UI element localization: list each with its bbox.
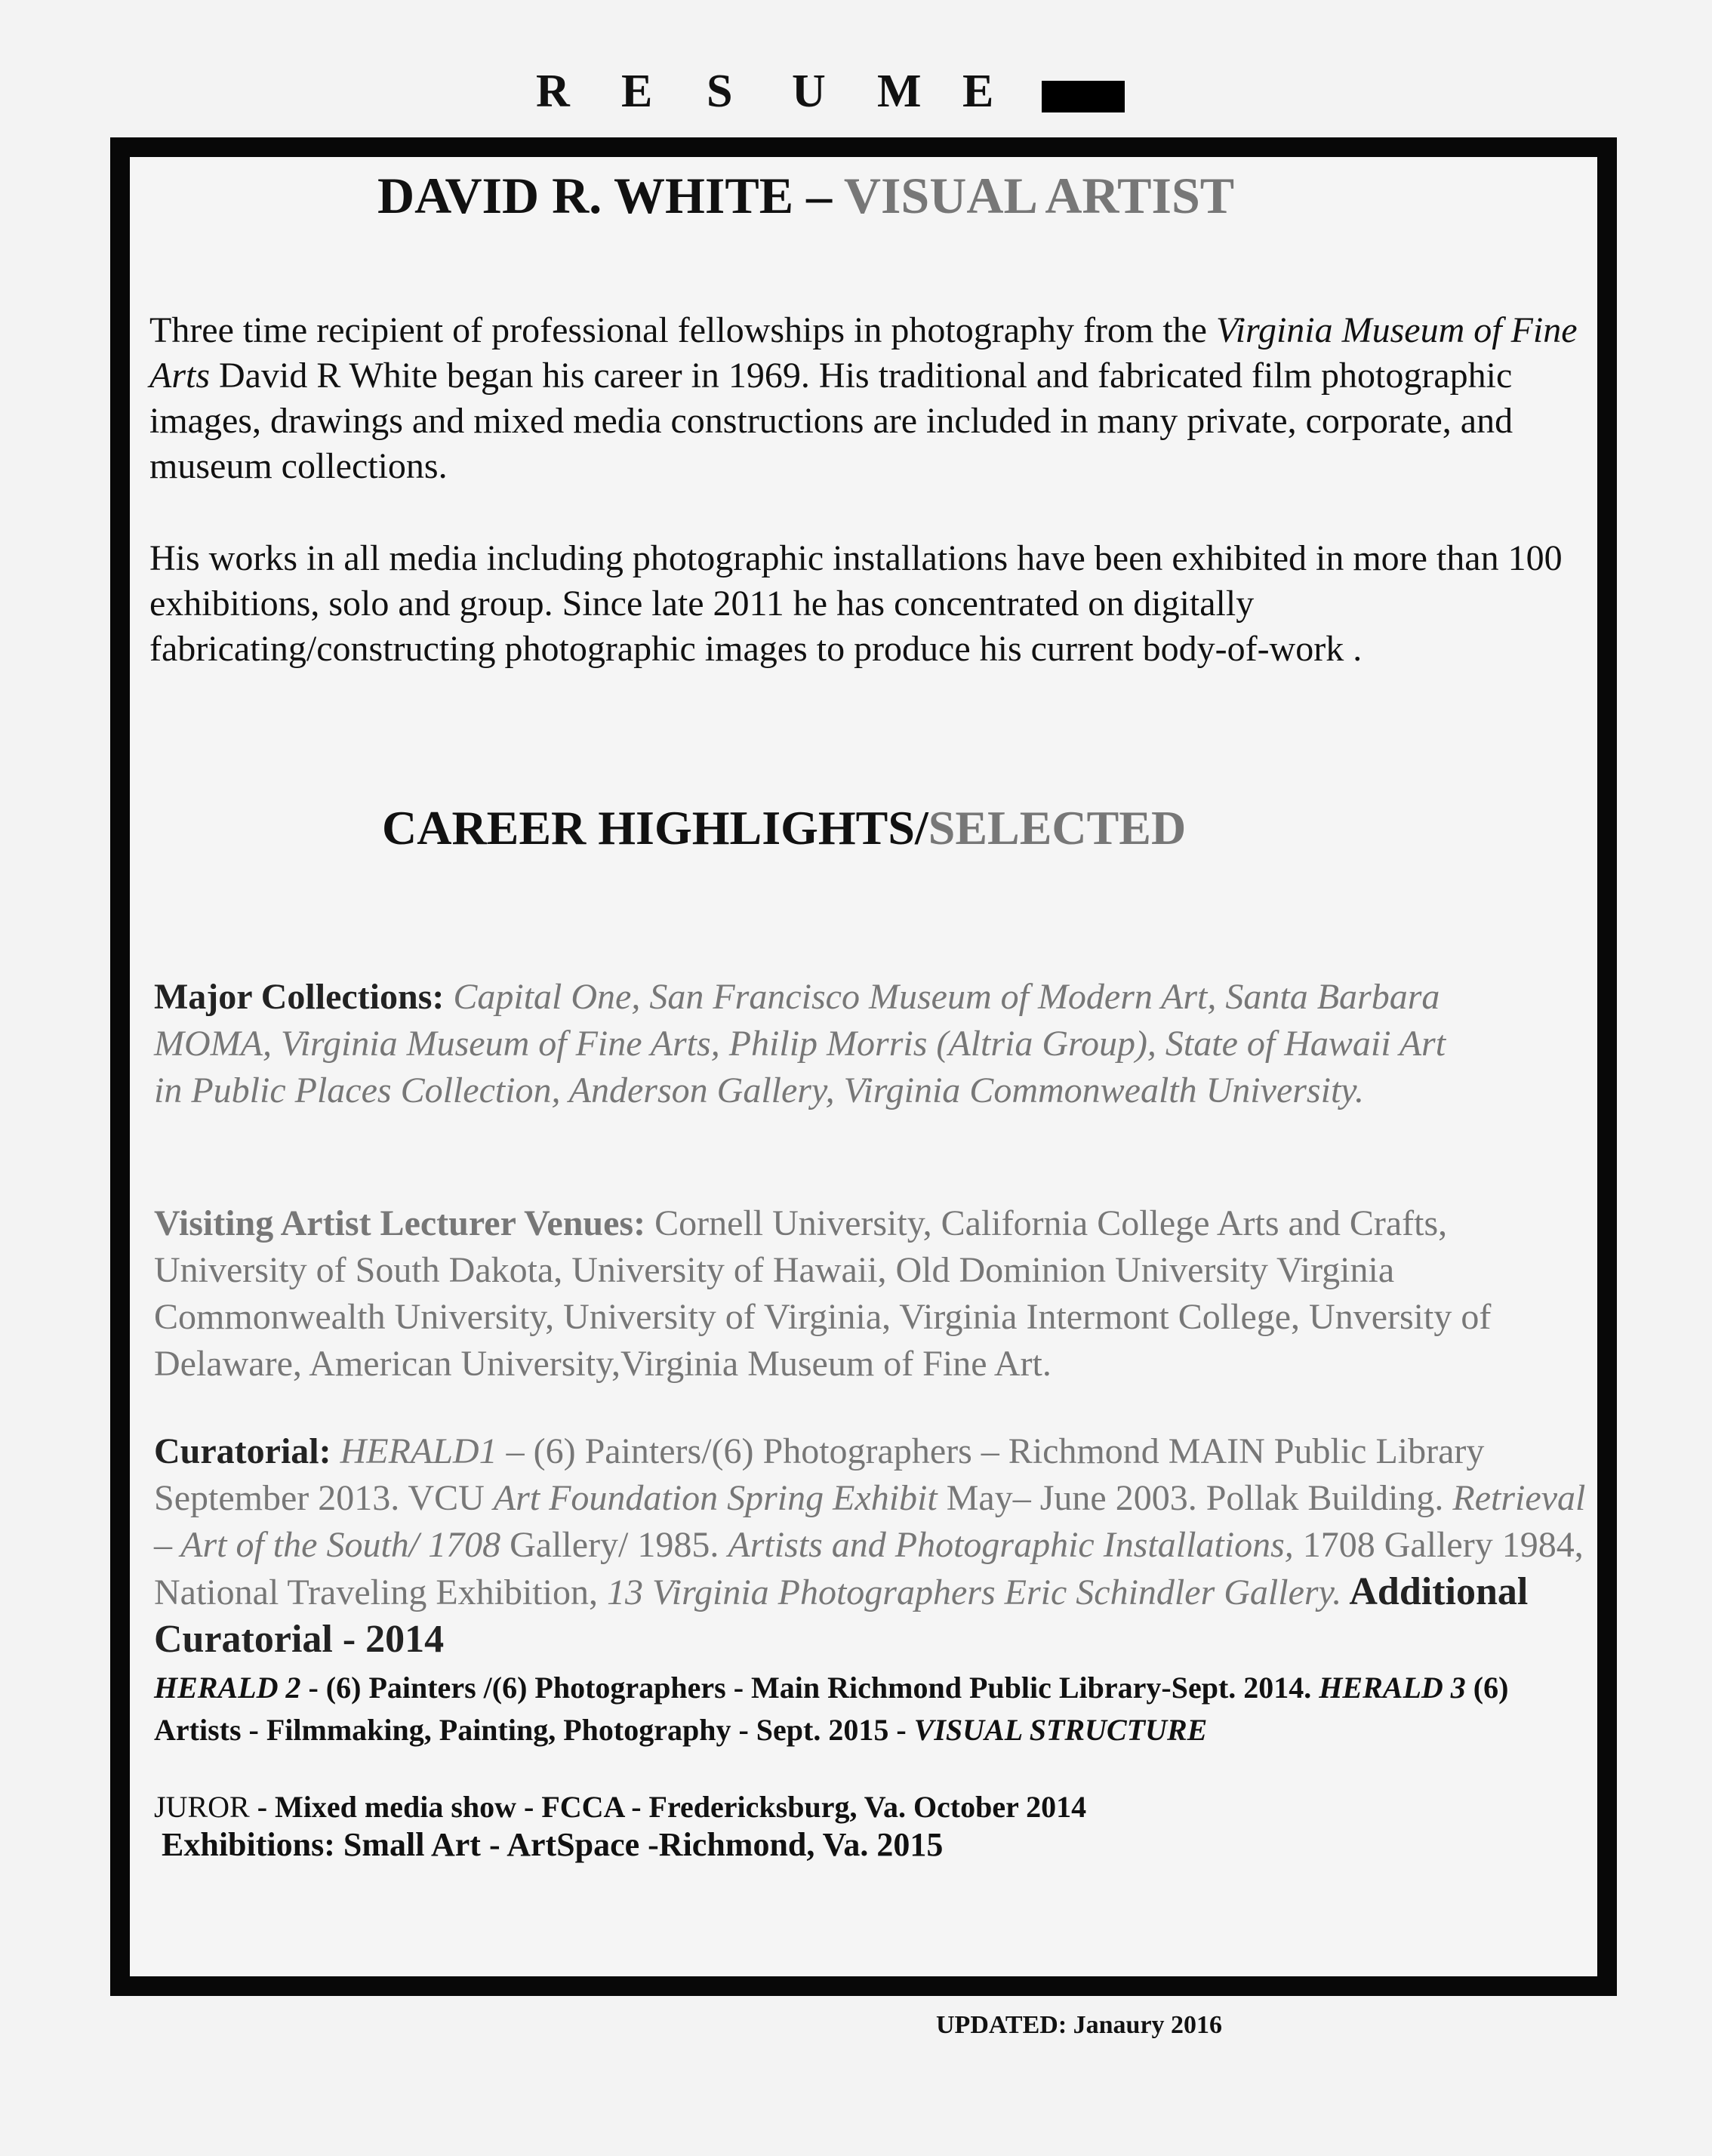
updated-date: UPDATED: Janaury 2016 <box>936 2011 1223 2039</box>
highlights-title-a: CAREER HIGHLIGHTS/ <box>382 801 928 855</box>
intro-paragraph-1 <box>149 308 1584 489</box>
herald-2: HERALD 2 <box>154 1671 301 1705</box>
curatorial-italic: HERALD1 <box>340 1431 497 1471</box>
visual-structure: VISUAL STRUCTURE <box>913 1713 1208 1747</box>
title-separator: – <box>793 167 844 224</box>
redaction-bar <box>1042 81 1125 112</box>
lecturer-text: Cornell University, California College Arts and Crafts, University of South Dakota, University of Hawaii, Old Dominion University Virginia Commonwealth University, University of Virginia, Virginia Intermont College, Unversity of Delaware, American University,Virginia Museum of Fine Art. <box>154 1203 1492 1384</box>
artist-role: VISUAL ARTIST <box>843 167 1235 224</box>
curatorial-text: May– June 2003. Pollak Building. <box>937 1478 1453 1518</box>
resume-letter: R <box>536 66 570 117</box>
curatorial-text: 1708 Gallery 1984, National Traveling Exhibition, <box>154 1525 1584 1612</box>
curatorial-italic: Art Foundation Spring Exhibit <box>493 1478 938 1518</box>
curatorial <box>154 1428 1588 1664</box>
curatorial-text: – (6) Painters/(6) Photographers – Richmond MAIN Public Library September 2013. VCU <box>154 1431 1485 1518</box>
intro-text: Three time recipient of professional fellowships in photography from the <box>149 310 1216 350</box>
intro-paragraph-2: His works in all media including photographic installations have been exhibited in more than 100 exhibitions, solo and group. Since late 2011 he has concentrated on digitally fabricating/constructing photographic images to produce his current body-of-work . <box>149 538 1563 669</box>
curatorial-italic: 13 Virginia Photographers Eric Schindler Gallery. <box>606 1572 1342 1612</box>
resume-letter: S <box>707 66 733 117</box>
resume-heading <box>536 65 1125 119</box>
resume-letter: E <box>621 66 653 117</box>
curatorial-italic: Retrieval – Art of the South/ 1708 <box>154 1478 1586 1565</box>
resume-letter: M <box>877 66 922 117</box>
intro-italic: Virginia Museum of Fine Arts <box>149 310 1578 396</box>
herald-details <box>154 1667 1588 1751</box>
resume-letter: E <box>962 66 994 117</box>
career-highlights-heading <box>382 800 1186 856</box>
curatorial-label: Curatorial: <box>154 1431 340 1471</box>
additional-curatorial: Additional Curatorial - 2014 <box>154 1570 1529 1661</box>
herald-3: HERALD 3 <box>1319 1671 1466 1705</box>
page-title <box>377 166 1234 226</box>
lecturer-venues <box>154 1200 1581 1388</box>
collections-text: Capital One, San Francisco Museum of Modern Art, Santa Barbara MOMA, Virginia Museum of Fine Arts, Philip Morris (Altria Group), State of Hawaii Art in Public Places Collection, Anderson Gallery, Virginia Commonwealth University. <box>154 977 1446 1110</box>
intro-text: David R White began his career in 1969. His traditional and fabricated film photographic images, drawings and mixed media constructions are included in many private, corporate, and museum collections. <box>149 356 1513 486</box>
herald-text: (6) Artists - Filmmaking, Painting, Photography - Sept. 2015 - <box>154 1671 1509 1747</box>
highlights-title-b: SELECTED <box>928 801 1187 855</box>
exhibitions-line: Exhibitions: Small Art - ArtSpace -Richmond, Va. 2015 <box>162 1826 944 1863</box>
curatorial-text: Gallery/ 1985. <box>500 1525 728 1565</box>
juror-text: - Mixed media show - FCCA - Fredericksburg, Va. October 2014 <box>249 1790 1087 1824</box>
artist-name: DAVID R. WHITE <box>377 167 794 224</box>
collections-label: Major Collections: <box>154 977 454 1017</box>
juror-label: JUROR <box>154 1790 250 1824</box>
juror-line <box>154 1786 1588 1828</box>
herald-text: - (6) Painters /(6) Photographers - Main Richmond Public Library-Sept. 2014. <box>300 1671 1319 1705</box>
curatorial-italic: Artists and Photographic Installations, <box>728 1525 1294 1565</box>
major-collections <box>154 974 1483 1114</box>
resume-letter: U <box>792 66 826 117</box>
lecturer-label: Visiting Artist Lecturer Venues: <box>154 1203 655 1243</box>
